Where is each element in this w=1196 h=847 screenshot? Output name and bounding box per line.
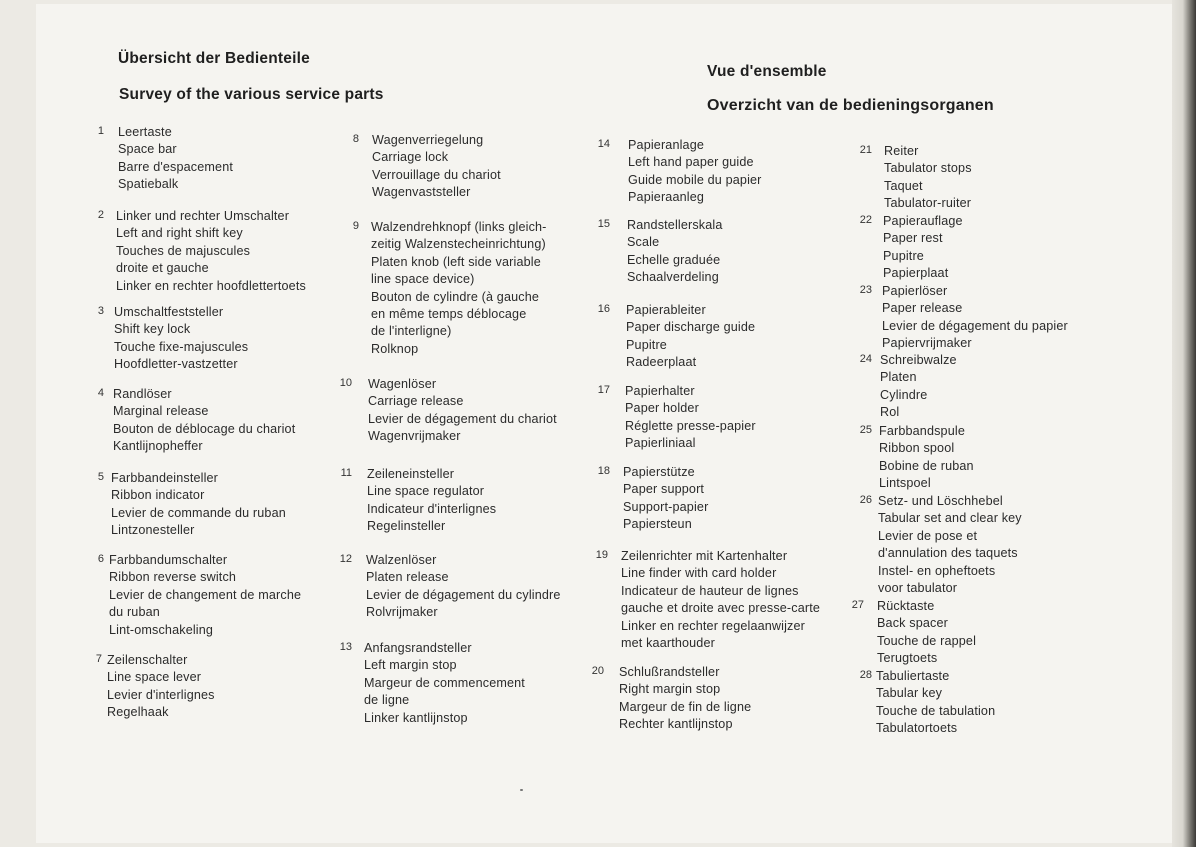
- item-number: 27: [851, 599, 864, 611]
- part-label: Farbbandumschalter: [109, 553, 228, 567]
- part-label: Rol: [880, 405, 900, 420]
- part-entry: [879, 423, 974, 493]
- print-speck: [520, 789, 523, 791]
- part-entry: [107, 652, 215, 722]
- item-number: 7: [95, 653, 102, 665]
- part-label: Kantlijnopheffer: [113, 439, 203, 454]
- item-number: 9: [352, 220, 359, 232]
- part-label: Papierauflage: [883, 214, 963, 228]
- part-label: Zeileneinsteller: [367, 467, 455, 481]
- part-entry: [626, 302, 755, 372]
- part-entry: [372, 132, 501, 202]
- part-label: line space device): [371, 272, 475, 287]
- part-label: Levier de commande du ruban: [111, 505, 286, 520]
- part-label: Guide mobile du papier: [628, 172, 762, 187]
- heading-german: Übersicht der Bedienteile: [118, 50, 310, 67]
- part-label: Paper discharge guide: [626, 320, 756, 335]
- part-label: Schreibwalze: [880, 353, 957, 367]
- part-entry: [118, 124, 233, 194]
- part-label: Left margin stop: [364, 658, 457, 673]
- part-label: Tabulatortoets: [876, 721, 958, 736]
- part-label: Papierstütze: [623, 465, 695, 479]
- part-label: Papierliniaal: [625, 436, 696, 451]
- part-entry: [877, 598, 976, 668]
- part-label: Pupitre: [626, 337, 667, 352]
- part-entry: [364, 640, 525, 727]
- item-number: 13: [339, 641, 352, 653]
- item-number: 8: [352, 133, 359, 145]
- part-label: Umschaltfeststeller: [114, 305, 224, 319]
- item-number: 23: [859, 284, 872, 296]
- part-label: Touches de majuscules: [116, 243, 251, 258]
- part-label: Papiersteun: [623, 517, 692, 532]
- part-label: Carriage lock: [372, 150, 449, 165]
- part-label: Space bar: [118, 142, 177, 157]
- part-entry: [366, 552, 561, 622]
- part-label: Réglette presse-papier: [625, 418, 756, 433]
- part-label: Rechter kantlijnstop: [619, 717, 733, 732]
- part-entry: [882, 283, 1068, 353]
- part-entry: [368, 376, 557, 446]
- item-number: 20: [591, 665, 604, 677]
- part-entry: [627, 217, 723, 287]
- part-label: Zeilenrichter mit Kartenhalter: [621, 549, 788, 563]
- item-number: 16: [597, 303, 610, 315]
- item-number: 15: [597, 218, 610, 230]
- part-entry: [878, 493, 1022, 597]
- part-label: Walzendrehknopf (links gleich-: [371, 220, 547, 234]
- part-label: Shift key lock: [114, 322, 191, 337]
- part-label: Left hand paper guide: [628, 155, 754, 170]
- part-label: Papieranlage: [628, 138, 705, 152]
- heading-french: Vue d'ensemble: [707, 63, 827, 80]
- part-label: Tabular key: [876, 686, 943, 701]
- part-label: Wagenvrijmaker: [368, 429, 461, 444]
- part-label: Lint-omschakeling: [109, 622, 214, 637]
- item-number: 4: [97, 387, 104, 399]
- part-label: Levier de pose et: [878, 528, 978, 543]
- item-number: 11: [340, 467, 352, 479]
- part-label: Farbbandspule: [879, 424, 965, 438]
- part-label: en même temps déblocage: [371, 307, 527, 322]
- part-label: Papierplaat: [883, 266, 949, 281]
- item-number: 17: [597, 384, 610, 396]
- part-label: Line finder with card holder: [621, 566, 777, 581]
- part-entry: [621, 548, 820, 652]
- heading-dutch: Overzicht van de bedieningsorganen: [707, 97, 994, 114]
- part-label: Taquet: [884, 178, 923, 193]
- part-label: de l'interligne): [371, 324, 452, 339]
- part-label: Rücktaste: [877, 599, 935, 613]
- item-number: 21: [859, 144, 872, 156]
- part-label: Lintspoel: [879, 476, 931, 491]
- part-entry: [111, 470, 286, 540]
- part-label: Ribbon spool: [879, 441, 955, 456]
- part-label: Rolvrijmaker: [366, 605, 438, 620]
- part-label: Paper release: [882, 301, 963, 316]
- part-label: Support-papier: [623, 499, 709, 514]
- part-label: Carriage release: [368, 394, 464, 409]
- part-label: Levier de changement de marche: [109, 587, 302, 602]
- part-label: Left and right shift key: [116, 226, 243, 241]
- part-label: Tabular set and clear key: [878, 511, 1022, 526]
- part-label: Paper support: [623, 482, 705, 497]
- item-number: 6: [97, 553, 104, 565]
- part-label: voor tabulator: [878, 581, 958, 596]
- item-number: 19: [595, 549, 608, 561]
- item-number: 14: [597, 138, 610, 150]
- part-label: zeitig Walzenstecheinrichtung): [371, 237, 546, 252]
- part-label: Zeilenschalter: [107, 653, 188, 667]
- part-label: Indicateur de hauteur de lignes: [621, 583, 799, 598]
- part-label: Margeur de fin de ligne: [619, 699, 752, 714]
- part-label: Paper rest: [883, 231, 943, 246]
- part-label: Randstellerskala: [627, 218, 723, 232]
- part-label: Levier de dégagement du chariot: [368, 411, 557, 426]
- part-label: d'annulation des taquets: [878, 546, 1018, 561]
- part-entry: [625, 383, 756, 453]
- part-label: Indicateur d'interlignes: [367, 501, 497, 516]
- part-entry: [628, 137, 762, 207]
- part-label: Margeur de commencement: [364, 675, 525, 690]
- part-label: Wagenvaststeller: [372, 185, 471, 200]
- part-label: Levier de dégagement du cylindre: [366, 587, 561, 602]
- part-label: Levier de dégagement du papier: [882, 318, 1068, 333]
- part-label: Right margin stop: [619, 682, 721, 697]
- part-label: Touche de tabulation: [876, 703, 996, 718]
- part-label: Tabulator stops: [884, 161, 972, 176]
- item-number: 22: [859, 214, 872, 226]
- part-label: Echelle graduée: [627, 252, 721, 267]
- page-edge-shadow: [1172, 0, 1196, 847]
- item-number: 5: [97, 471, 104, 483]
- part-label: Rolknop: [371, 341, 419, 356]
- part-label: Linker und rechter Umschalter: [116, 209, 290, 223]
- part-label: Linker kantlijnstop: [364, 710, 468, 725]
- item-number: 1: [97, 125, 104, 137]
- part-label: Terugtoets: [877, 651, 938, 666]
- part-label: droite et gauche: [116, 261, 209, 276]
- part-label: Radeerplaat: [626, 355, 697, 370]
- part-label: Lintzonesteller: [111, 523, 195, 538]
- part-label: Papierhalter: [625, 384, 695, 398]
- part-label: Platen: [880, 370, 917, 385]
- part-label: Scale: [627, 235, 660, 250]
- part-label: Cylindre: [880, 387, 928, 402]
- part-label: Levier d'interlignes: [107, 687, 215, 702]
- part-entry: [371, 219, 547, 358]
- part-label: met kaarthouder: [621, 636, 715, 651]
- part-label: Wagenverriegelung: [372, 133, 484, 147]
- part-label: Schaalverdeling: [627, 270, 719, 285]
- part-label: du ruban: [109, 605, 160, 620]
- part-label: Hoofdletter-vastzetter: [114, 357, 238, 372]
- part-label: Bouton de cylindre (à gauche: [371, 289, 540, 304]
- part-entry: [876, 668, 995, 738]
- part-label: Line space lever: [107, 670, 202, 685]
- part-label: Platen knob (left side variable: [371, 254, 541, 269]
- item-number: 25: [859, 424, 872, 436]
- item-number: 3: [97, 305, 104, 317]
- part-label: Bobine de ruban: [879, 458, 974, 473]
- part-label: Pupitre: [883, 248, 924, 263]
- part-label: Anfangsrandsteller: [364, 641, 472, 655]
- part-label: Verrouillage du chariot: [372, 167, 501, 182]
- part-label: Spatiebalk: [118, 177, 179, 192]
- part-label: gauche et droite avec presse-carte: [621, 601, 821, 616]
- part-label: Barre d'espacement: [118, 159, 234, 174]
- part-label: Regelinsteller: [367, 519, 446, 534]
- part-label: Touche de rappel: [877, 633, 977, 648]
- part-label: Platen release: [366, 570, 449, 585]
- item-number: 28: [859, 669, 872, 681]
- part-label: de ligne: [364, 693, 410, 708]
- part-label: Instel- en opheftoets: [878, 563, 996, 578]
- part-label: Walzenlöser: [366, 553, 437, 567]
- part-entry: [109, 552, 301, 639]
- part-entry: [116, 208, 306, 295]
- item-number: 24: [859, 353, 872, 365]
- part-label: Papierableiter: [626, 303, 706, 317]
- part-entry: [619, 664, 751, 734]
- part-entry: [623, 464, 708, 534]
- part-label: Line space regulator: [367, 484, 485, 499]
- part-label: Back spacer: [877, 616, 948, 631]
- part-label: Touche fixe-majuscules: [114, 339, 249, 354]
- item-number: 12: [339, 553, 352, 565]
- part-label: Ribbon indicator: [111, 488, 205, 503]
- item-number: 18: [597, 465, 610, 477]
- heading-english: Survey of the various service parts: [119, 86, 384, 103]
- part-label: Farbbandeinsteller: [111, 471, 219, 485]
- part-label: Tabuliertaste: [876, 669, 950, 683]
- part-label: Tabulator-ruiter: [884, 196, 972, 211]
- item-number: 26: [859, 494, 872, 506]
- part-label: Linker en rechter regelaanwijzer: [621, 618, 806, 633]
- part-label: Leertaste: [118, 125, 172, 139]
- part-label: Linker en rechter hoofdlettertoets: [116, 278, 306, 293]
- part-label: Papierlöser: [882, 284, 948, 298]
- part-label: Regelhaak: [107, 705, 169, 720]
- item-number: 2: [97, 209, 104, 221]
- part-label: Paper holder: [625, 401, 699, 416]
- part-label: Schlußrandsteller: [619, 665, 720, 679]
- part-entry: [883, 213, 963, 283]
- part-entry: [367, 466, 496, 536]
- part-entry: [884, 143, 972, 213]
- part-label: Wagenlöser: [368, 377, 437, 391]
- item-number: 10: [339, 377, 352, 389]
- part-label: Setz- und Löschhebel: [878, 494, 1003, 508]
- part-label: Reiter: [884, 144, 919, 158]
- part-entry: [114, 304, 248, 374]
- part-label: Ribbon reverse switch: [109, 570, 237, 585]
- part-entry: [880, 352, 957, 422]
- part-label: Bouton de déblocage du chariot: [113, 421, 296, 436]
- part-label: Papieraanleg: [628, 190, 705, 205]
- part-label: Randlöser: [113, 387, 172, 401]
- part-entry: [113, 386, 295, 456]
- part-label: Marginal release: [113, 404, 209, 419]
- part-label: Papiervrijmaker: [882, 336, 972, 351]
